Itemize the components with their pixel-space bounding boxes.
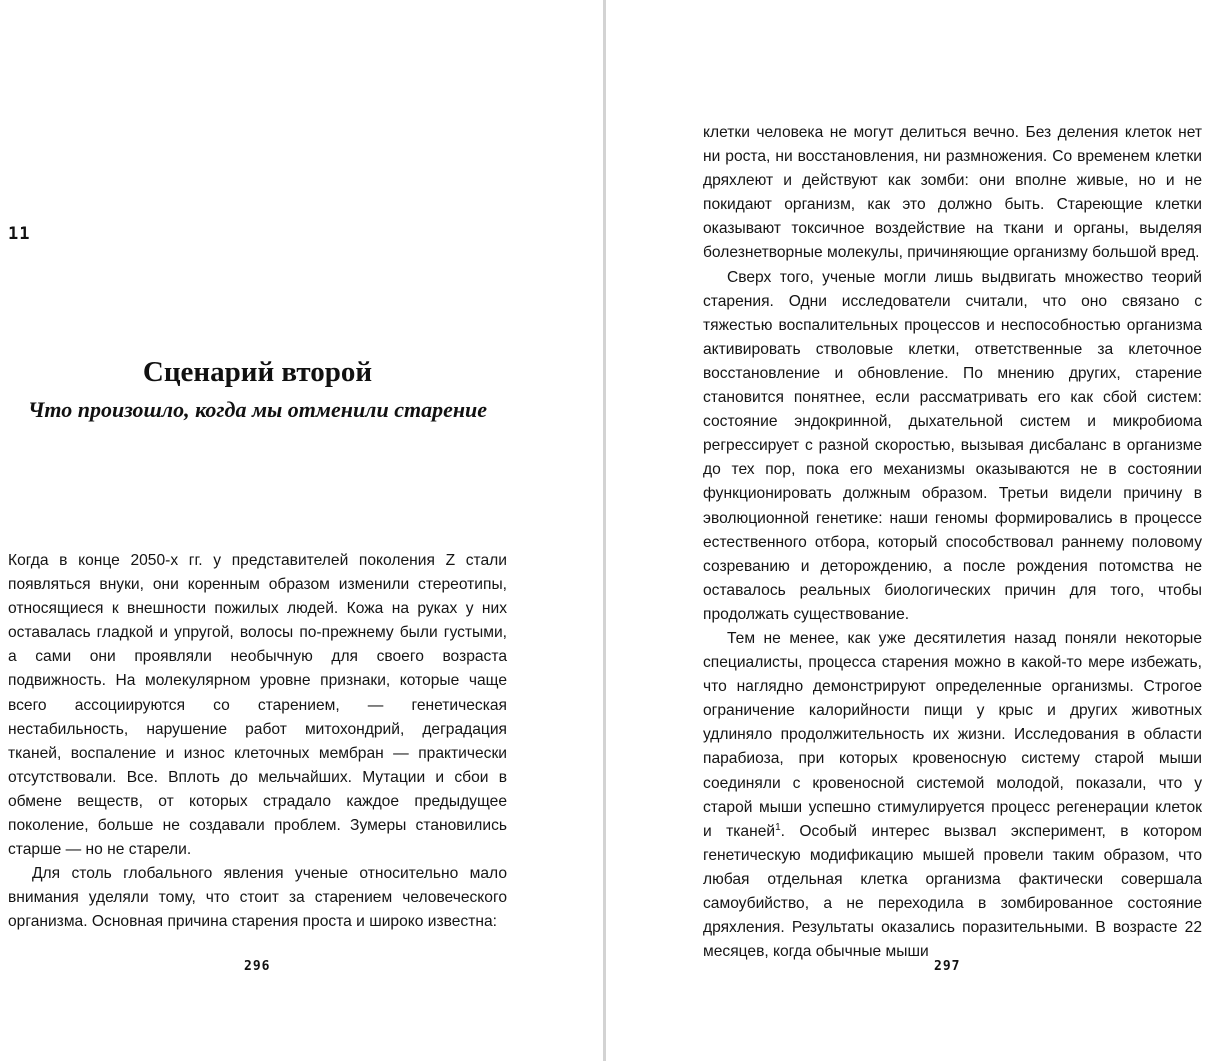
paragraph: Сверх того, ученые могли лишь выдвигать множество теорий старения. Одни исследователи считали, что оно связано с тяжестью воспалительных процессов и неспособностью организма активировать стволовые клетки, ответственные за клеточное восстановление и обновление. По мнению других, старение становится понятнее, если рассматривать его как сбой систем: состояние эндокринной, дыхательной систем и микробиома регрессирует с разной скоростью, вызывая дисбаланс в организме до тех пор, пока его механизмы оказываются не в состоянии функционировать должным образом. Третьи видели причину в эволюционной генетике: наши геномы формировались в процессе естественного отбора, который способствовал раннему половому созреванию и деторождению, а после рождения потомства не оставалось реальных биологических причин для того, чтобы продолжать существование. — [703, 268, 1202, 623]
left-page-body — [8, 549, 507, 935]
paragraph: клетки человека не могут делиться вечно. Без деления клеток нет ни роста, ни восстановления, ни размножения. Со временем клетки дряхлеют и действуют как зомби: они вполне живые, но и не покидают организм, как это должно быть. Стареющие клетки оказывают токсичное воздействие на ткани и органы, выделяя болезнетворные молекулы, причиняющие организму большой вред. — [703, 124, 1202, 262]
paragraph: Для столь глобального явления ученые относительно мало внимания уделяли тому, что стоит за старением человеческого организма. Основная причина старения проста и широко известна: — [8, 865, 507, 931]
paragraph-text: Тем не менее, как уже десятилетия назад поняли некоторые специалисты, процесса старения можно в какой-то мере избежать, что наглядно демонстрируют определенные организмы. Строгое ограничение калорийности пищи у крыс и других животных удлиняло продолжительность их жизни. Исследования в области парабиоза, при которых кровеносную систему старой мыши соединяли с кровеносной системой молодой, показали, что у старой мыши успешно стимулируется процесс регенерации клеток и тканей — [703, 629, 1202, 840]
chapter-title: Сценарий второй — [142, 356, 373, 388]
left-page — [0, 0, 603, 1061]
page-number: 296 — [244, 959, 271, 974]
chapter-number: 11 — [8, 224, 31, 244]
right-page-body — [703, 121, 1202, 964]
footnote-marker[interactable]: 1 — [775, 821, 781, 833]
chapter-subtitle: Что произошло, когда мы отменили старение — [27, 397, 488, 422]
paragraph: Когда в конце 2050-х гг. у представителей поколения Z стали появляться внуки, они коренным образом изменили стереотипы, относящиеся к внешности пожилых людей. Кожа на руках у них оставалась гладкой и упругой, волосы по-прежнему были густыми, а сами они проявляли необычную для своего возраста подвижность. На молекулярном уровне признаки, которые чаще всего ассоциируются со старением, — генетическая нестабильность, нарушение работ митохондрий, деградация тканей, воспаление и износ клеточных мембран — практически отсутствовали. Все. Вплоть до мельчайших. Мутации и сбои в обмене веществ, от которых страдало каждое предыдущее поколение, больше не создавали проблем. Зумеры становились старше — но не старели. — [8, 552, 507, 859]
paragraph — [703, 627, 1202, 964]
paragraph-text: . Особый интерес вызвал эксперимент, в котором генетическую модификацию мышей провели таким образом, что любая отдельная клетка организма фактически совершала самоубийство, а не переходила в зомбированное состояние дряхления. Результаты оказались поразительными. В возрасте 22 месяцев, когда обычные мыши — [703, 822, 1202, 961]
page-number: 297 — [934, 959, 961, 974]
